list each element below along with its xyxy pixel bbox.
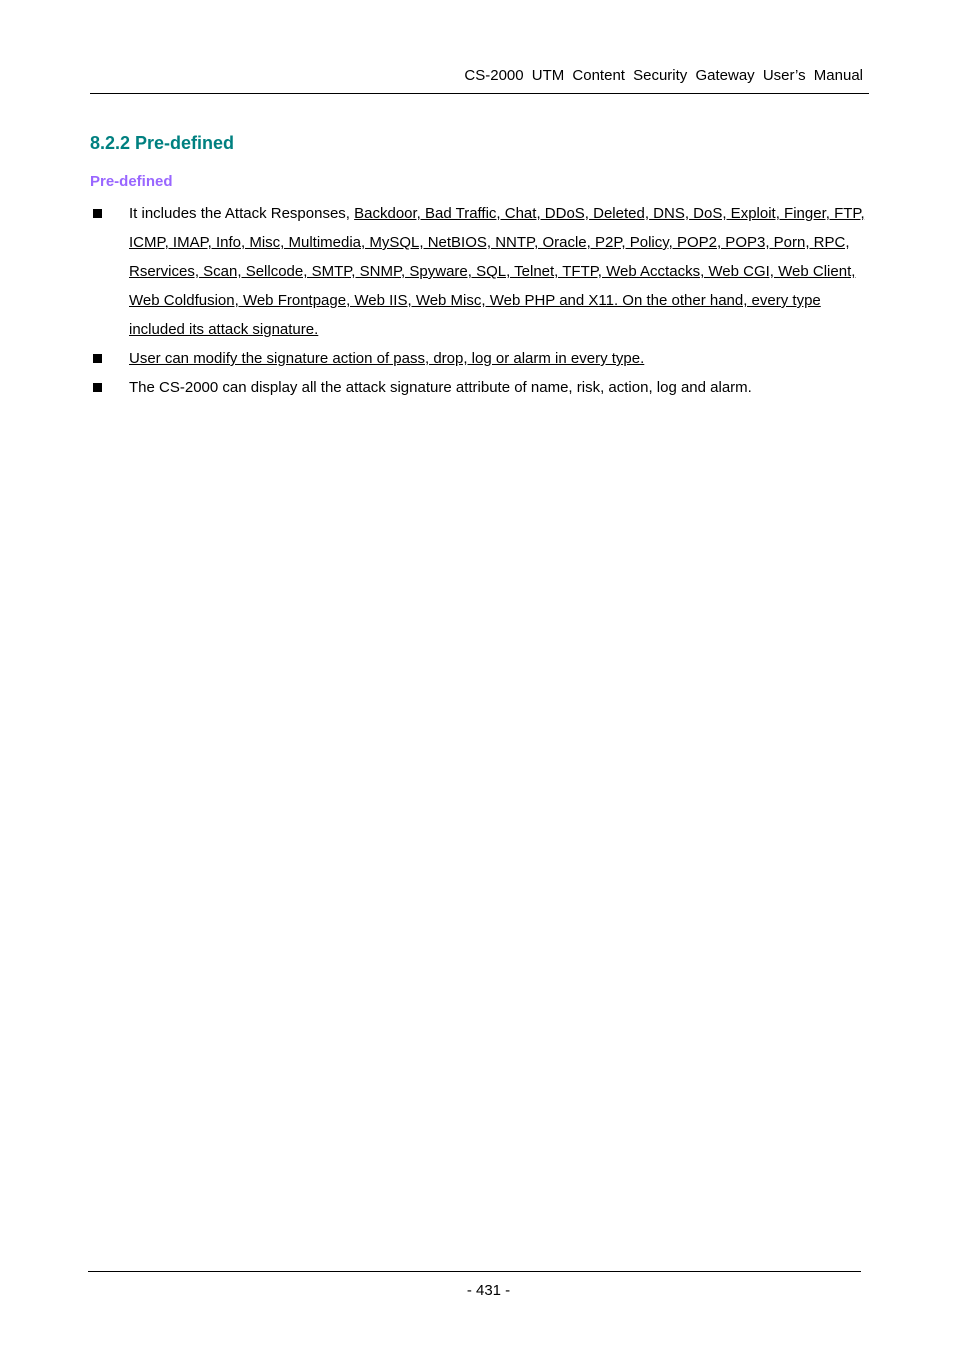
square-bullet-icon xyxy=(93,209,102,218)
list-item xyxy=(90,344,880,373)
square-bullet-icon xyxy=(93,383,102,392)
list-item xyxy=(90,199,880,344)
running-header-title: CS-2000 UTM Content Security Gateway User’s Manual xyxy=(464,67,863,84)
sub-heading: Pre-defined xyxy=(90,173,173,190)
page-number: - 431 - xyxy=(466,1282,511,1299)
list-item xyxy=(90,373,880,402)
signature-action-text: User can modify the signature action of pass, drop, log or alarm in every type. xyxy=(129,350,645,367)
bullet-lead-text: It includes the Attack Responses, xyxy=(129,205,355,222)
square-bullet-icon xyxy=(93,354,102,363)
display-attributes-text: The CS-2000 can display all the attack signature attribute of name, risk, action, log and alarm. xyxy=(129,379,752,396)
section-heading: 8.2.2 Pre-defined xyxy=(90,133,235,153)
bullet-list xyxy=(90,199,880,402)
footer-divider xyxy=(88,1271,861,1272)
header-divider xyxy=(90,93,869,94)
attack-types-text: Backdoor, Bad Traffic, Chat, DDoS, Deleted, DNS, DoS, Exploit, Finger, FTP, ICMP, IMAP, Info, Misc, Multimedia, MySQL, NetBIOS, NNTP, Oracle, P2P, Policy, POP2, POP3, Porn, RPC, Rservices, Scan, Sellcode, SMTP, SNMP, Spyware, SQL, Telnet, TFTP, Web Acctacks, Web CGI, Web Client, Web Coldfusion, Web Frontpage, Web IIS, Web Misc, Web PHP and X11. On the other hand, every type included its attack signature. xyxy=(129,205,865,338)
